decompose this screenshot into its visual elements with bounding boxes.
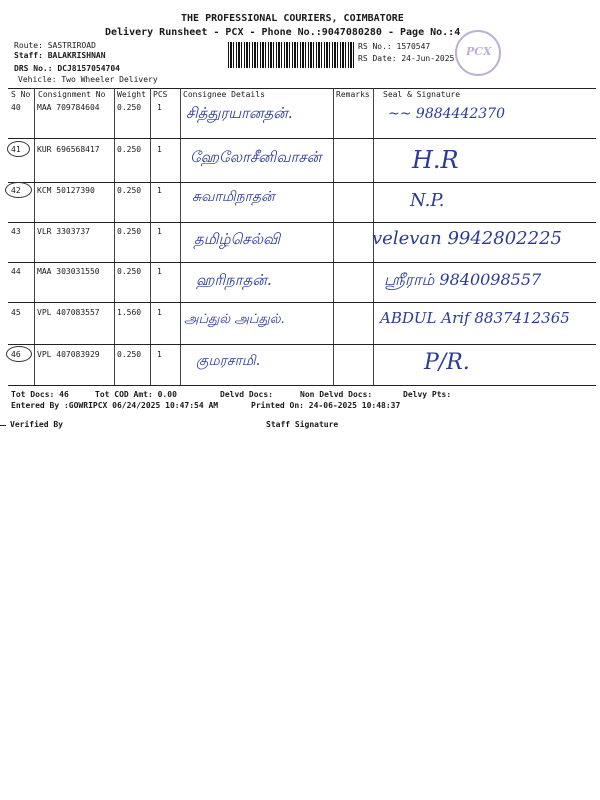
col-divider (114, 88, 115, 385)
vehicle-label: Vehicle: Two Wheeler Delivery (18, 75, 158, 84)
row-consignee: குமரசாமி. (196, 353, 261, 369)
col-divider (150, 88, 151, 385)
table-bottom-border (8, 385, 596, 386)
row-consignment: VPL 407083929 (37, 350, 100, 359)
row-sno: 44 (11, 267, 21, 276)
staff-label: Staff: BALAKRISHNAN (14, 51, 106, 60)
delivery-points: Delvy Pts: (403, 390, 452, 399)
row-signature: P/R. (424, 350, 470, 375)
row-divider (8, 182, 596, 183)
row-sno: 45 (11, 308, 21, 317)
row-signature: ABDUL Arif 8837412365 (380, 309, 570, 327)
col-divider (333, 88, 334, 385)
row-consignee: அப்துல் அப்துல். (184, 312, 285, 327)
row-signature: velevan 9942802225 (372, 228, 562, 249)
table-top-border (8, 88, 596, 89)
route-label: Route: SASTRIROAD (14, 41, 96, 50)
row-consignment: VPL 407083557 (37, 308, 100, 317)
delivered-docs: Delvd Docs: (220, 390, 273, 399)
row-pcs: 1 (157, 227, 162, 236)
row-sno: 41 (11, 145, 21, 154)
row-divider (8, 138, 596, 139)
printed-on: Printed On: 24-06-2025 10:48:37 (251, 401, 401, 410)
row-weight: 0.250 (117, 103, 142, 112)
row-weight: 0.250 (117, 350, 142, 359)
row-signature: H.R (412, 146, 459, 174)
col-header-remarks: Remarks (336, 90, 370, 99)
row-sno: 43 (11, 227, 21, 236)
row-consignment: KCM 50127390 (37, 186, 95, 195)
row-sno: 42 (11, 186, 21, 195)
row-consignment: KUR 696568417 (37, 145, 100, 154)
row-divider (8, 262, 596, 263)
col-divider (34, 88, 35, 385)
row-weight: 0.250 (117, 267, 142, 276)
col-header-weight: Weight (117, 90, 146, 99)
total-docs: Tot Docs: 46 (11, 390, 69, 399)
row-pcs: 1 (157, 145, 162, 154)
row-pcs: 1 (157, 308, 162, 317)
row-weight: 1.560 (117, 308, 142, 317)
staff-signature-label: Staff Signature (266, 420, 339, 429)
col-header-pcs: PCS (153, 90, 168, 99)
verified-by: Verified By (10, 420, 63, 429)
row-divider (8, 344, 596, 345)
col-header-consignment: Consignment No (38, 90, 106, 99)
runsheet-subtitle: Delivery Runsheet - PCX - Phone No.:9047080280 - Page No.:4 (105, 27, 461, 38)
row-consignment: VLR 3303737 (37, 227, 90, 236)
row-weight: 0.250 (117, 186, 142, 195)
rs-date: RS Date: 24-Jun-2025 (358, 54, 455, 63)
verify-mark (0, 425, 6, 426)
row-consignee: தமிழ்செல்வி (194, 230, 281, 248)
row-divider (8, 222, 596, 223)
row-consignee: ஹரிநாதன். (196, 271, 272, 289)
row-divider (8, 302, 596, 303)
row-pcs: 1 (157, 103, 162, 112)
non-delivered-docs: Non Delvd Docs: (300, 390, 373, 399)
col-divider (180, 88, 181, 385)
row-consignment: MAA 709784604 (37, 103, 100, 112)
delivery-stamp (455, 30, 501, 76)
row-signature: N.P. (410, 190, 445, 211)
stamp-text: PCX (466, 45, 492, 58)
row-sno: 40 (11, 103, 21, 112)
row-consignment: MAA 303031550 (37, 267, 100, 276)
row-consignee: சுவாமிநாதன் (192, 189, 275, 205)
row-pcs: 1 (157, 186, 162, 195)
row-signature: ஸ்ரீராம் 9840098557 (384, 270, 542, 289)
total-cod: Tot COD Amt: 0.00 (95, 390, 177, 399)
drs-number: DRS No.: DCJ8157054704 (14, 64, 120, 73)
row-pcs: 1 (157, 350, 162, 359)
row-weight: 0.250 (117, 227, 142, 236)
row-sno: 46 (11, 350, 21, 359)
company-title: THE PROFESSIONAL COURIERS, COIMBATORE (181, 13, 404, 24)
row-weight: 0.250 (117, 145, 142, 154)
row-consignee: சித்துரயானதன். (186, 104, 293, 122)
col-header-sno: S No (11, 90, 31, 99)
row-pcs: 1 (157, 267, 162, 276)
rs-number: RS No.: 1570547 (358, 42, 431, 51)
barcode (228, 42, 354, 68)
col-header-seal: Seal & Signature (383, 90, 461, 99)
row-consignee: ஹேலோசீனிவாசன் (190, 148, 322, 166)
row-signature: ~~ 9884442370 (388, 106, 505, 122)
col-header-consignee: Consignee Details (183, 90, 265, 99)
entered-by: Entered By :GOWRIPCX 06/24/2025 10:47:54 AM (11, 401, 219, 410)
